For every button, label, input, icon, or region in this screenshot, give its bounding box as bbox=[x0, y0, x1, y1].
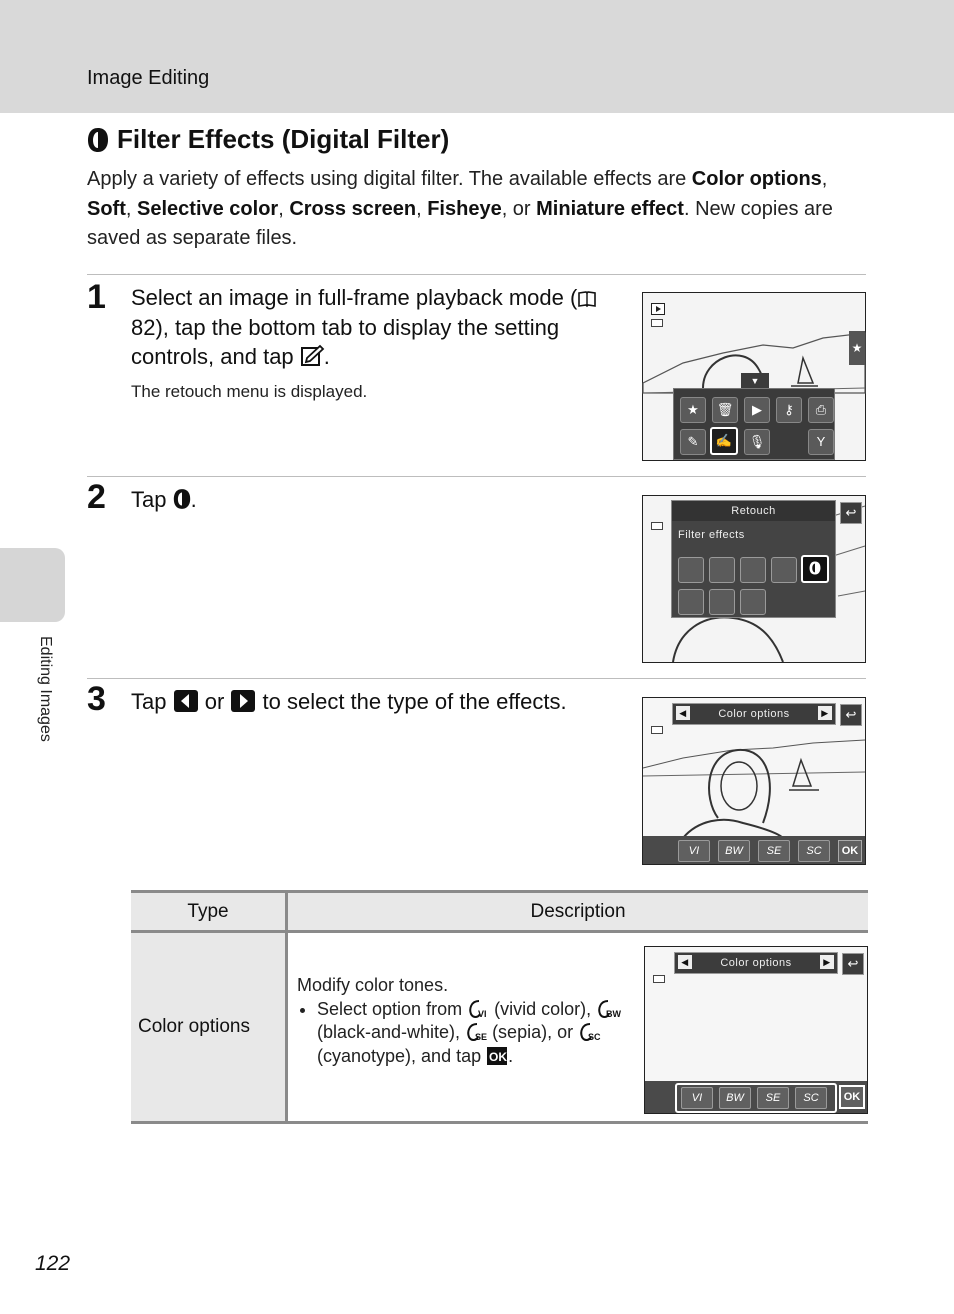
page-title bbox=[87, 124, 449, 155]
intro-sep: , bbox=[416, 197, 428, 220]
voice-memo-button[interactable]: 🎙 bbox=[744, 429, 770, 455]
step-text-part: Tap bbox=[131, 487, 173, 512]
description-main: Modify color tones. bbox=[297, 975, 449, 995]
description-text bbox=[297, 974, 637, 1068]
effect-name: Color options bbox=[718, 708, 790, 720]
desc-part: . bbox=[508, 1045, 514, 1066]
svg-text:VI: VI bbox=[478, 1008, 487, 1019]
step-text-part: . bbox=[190, 487, 197, 512]
print-order-button[interactable]: ⎙ bbox=[808, 397, 834, 423]
retouch-panel bbox=[671, 500, 836, 618]
arrow-right-icon bbox=[230, 689, 256, 713]
memory-icon bbox=[651, 319, 663, 327]
d-lighting-button[interactable] bbox=[709, 557, 735, 583]
delete-button[interactable]: 🗑 bbox=[712, 397, 738, 423]
quick-retouch-button[interactable] bbox=[678, 557, 704, 583]
vivid-color-button[interactable]: VI bbox=[681, 1087, 713, 1109]
effect-soft: Soft bbox=[87, 197, 126, 220]
crop-button[interactable] bbox=[709, 589, 735, 615]
intro-sep: , or bbox=[501, 197, 537, 220]
black-and-white-icon bbox=[596, 999, 622, 1019]
step-number: 1 bbox=[87, 278, 106, 316]
protect-button[interactable]: ⚷ bbox=[776, 397, 802, 423]
menu-collapse-tab[interactable]: ▼ bbox=[741, 373, 769, 389]
step-text-part: Tap bbox=[131, 689, 173, 714]
divider bbox=[87, 476, 866, 477]
previous-effect-button[interactable]: ◀ bbox=[676, 706, 690, 720]
straighten-button[interactable] bbox=[740, 589, 766, 615]
effect-color-options: Color options bbox=[691, 168, 822, 190]
favorite-tab[interactable]: ★ bbox=[849, 331, 865, 365]
small-picture-button[interactable] bbox=[771, 557, 797, 583]
book-reference-icon bbox=[577, 289, 597, 309]
slideshow-button[interactable]: ▶ bbox=[744, 397, 770, 423]
filter-effects-icon bbox=[809, 560, 821, 576]
arrow-left-icon bbox=[173, 689, 199, 713]
next-effect-button[interactable]: ▶ bbox=[820, 955, 834, 969]
sepia-button[interactable]: SE bbox=[758, 840, 790, 862]
page-number: 122 bbox=[35, 1252, 71, 1275]
intro-sep: , bbox=[125, 197, 138, 220]
vivid-color-button[interactable]: VI bbox=[678, 840, 710, 862]
cell-type: Color options bbox=[131, 932, 287, 1123]
header-type: Type bbox=[131, 892, 287, 932]
step-text-part: ), tap the bottom tab to display the setting controls, and tap bbox=[131, 314, 560, 369]
glamour-retouch-button[interactable] bbox=[678, 589, 704, 615]
settings-panel bbox=[673, 388, 835, 460]
option-bar bbox=[645, 1081, 867, 1113]
draw-button[interactable]: ✎ bbox=[680, 429, 706, 455]
back-button[interactable]: ↩ bbox=[840, 502, 862, 524]
black-and-white-button[interactable]: BW bbox=[718, 840, 750, 862]
next-effect-button[interactable]: ▶ bbox=[818, 706, 832, 720]
ok-button[interactable]: OK bbox=[839, 1085, 865, 1109]
step-number: 2 bbox=[87, 478, 106, 516]
filter-effects-label: Filter effects bbox=[678, 529, 745, 541]
effect-fisheye: Fisheye bbox=[427, 197, 502, 220]
table-row bbox=[131, 932, 868, 1123]
svg-text:SC: SC bbox=[588, 1032, 601, 1042]
effect-selector-bar bbox=[672, 703, 836, 725]
header-description: Description bbox=[287, 892, 869, 932]
option-bar bbox=[643, 836, 865, 864]
memory-icon bbox=[653, 975, 665, 983]
vivid-color-icon bbox=[467, 999, 489, 1019]
divider bbox=[87, 274, 866, 275]
side-label: Editing Images bbox=[37, 636, 54, 742]
intro-sep: , bbox=[821, 168, 828, 190]
effect-selector-bar bbox=[674, 952, 838, 974]
setup-button[interactable]: Y bbox=[808, 429, 834, 455]
screen-playback-menu bbox=[642, 292, 866, 461]
step-number: 3 bbox=[87, 680, 106, 718]
list-item bbox=[317, 998, 637, 1069]
step-text-part: or bbox=[198, 689, 231, 714]
ok-icon bbox=[486, 1046, 508, 1066]
effects-table bbox=[131, 890, 868, 1124]
step-1-note: The retouch menu is displayed. bbox=[131, 382, 368, 401]
step-2-text bbox=[131, 485, 611, 515]
screen-color-options-select bbox=[644, 946, 868, 1114]
intro-text-end: . New copies are saved as separate files. bbox=[87, 197, 833, 249]
cell-description bbox=[287, 932, 869, 1123]
memory-icon bbox=[651, 522, 663, 530]
side-tab bbox=[0, 548, 65, 622]
retouch-button[interactable]: ✍ bbox=[710, 427, 738, 455]
svg-text:OK: OK bbox=[489, 1049, 508, 1064]
filter-effects-icon bbox=[173, 487, 191, 511]
cyanotype-button[interactable]: SC bbox=[795, 1087, 827, 1109]
desc-part: (black-and-white), bbox=[317, 1022, 466, 1042]
skin-softening-button[interactable] bbox=[740, 557, 766, 583]
previous-effect-button[interactable]: ◀ bbox=[678, 955, 692, 969]
desc-part: (vivid color), bbox=[489, 998, 597, 1019]
effect-name: Color options bbox=[720, 957, 792, 969]
effect-miniature: Miniature effect bbox=[536, 197, 684, 220]
header-band bbox=[0, 0, 954, 113]
step-text-part: . bbox=[323, 344, 330, 369]
effect-cross-screen: Cross screen bbox=[289, 197, 417, 220]
effect-selective-color: Selective color bbox=[137, 197, 279, 220]
intro-paragraph bbox=[87, 165, 847, 254]
intro-sep: , bbox=[278, 197, 290, 220]
page-title-text: Filter Effects (Digital Filter) bbox=[117, 124, 450, 154]
svg-text:SE: SE bbox=[475, 1032, 488, 1042]
black-and-white-button[interactable]: BW bbox=[719, 1087, 751, 1109]
screen-color-options bbox=[642, 697, 866, 865]
memory-icon bbox=[651, 726, 663, 734]
table-header-row bbox=[131, 892, 868, 932]
sepia-icon bbox=[465, 1022, 487, 1042]
step-1-text bbox=[131, 283, 611, 372]
cyanotype-icon bbox=[578, 1022, 600, 1042]
playback-icon bbox=[651, 303, 665, 315]
step-text-part: to select the type of the effects. bbox=[256, 689, 567, 714]
description-wrap bbox=[289, 934, 867, 1120]
back-button[interactable]: ↩ bbox=[842, 953, 864, 975]
divider bbox=[87, 678, 866, 679]
desc-part: (sepia), or bbox=[487, 1022, 579, 1042]
step-text-part: Select an image in full-frame playback mode ( bbox=[131, 285, 578, 310]
step-3-text bbox=[131, 687, 621, 717]
sepia-button[interactable]: SE bbox=[757, 1087, 789, 1109]
ok-button[interactable]: OK bbox=[838, 840, 862, 862]
favorites-button[interactable]: ★ bbox=[680, 397, 706, 423]
retouch-title: Retouch bbox=[672, 501, 835, 521]
cyanotype-button[interactable]: SC bbox=[798, 840, 830, 862]
desc-part: (cyanotype), and tap bbox=[317, 1045, 487, 1066]
screen-retouch-menu bbox=[642, 495, 866, 663]
back-button[interactable]: ↩ bbox=[840, 704, 862, 726]
filter-effects-button[interactable] bbox=[801, 555, 829, 583]
description-list bbox=[297, 998, 637, 1069]
filter-effects-icon bbox=[87, 127, 109, 153]
intro-text: Apply a variety of effects using digital filter. The available effects are bbox=[87, 168, 692, 190]
retouch-icon bbox=[300, 344, 324, 368]
svg-text:BW: BW bbox=[606, 1008, 622, 1019]
section-label: Image Editing bbox=[87, 67, 210, 89]
desc-part: Select option from bbox=[317, 998, 468, 1019]
page-reference: 82 bbox=[131, 314, 156, 340]
